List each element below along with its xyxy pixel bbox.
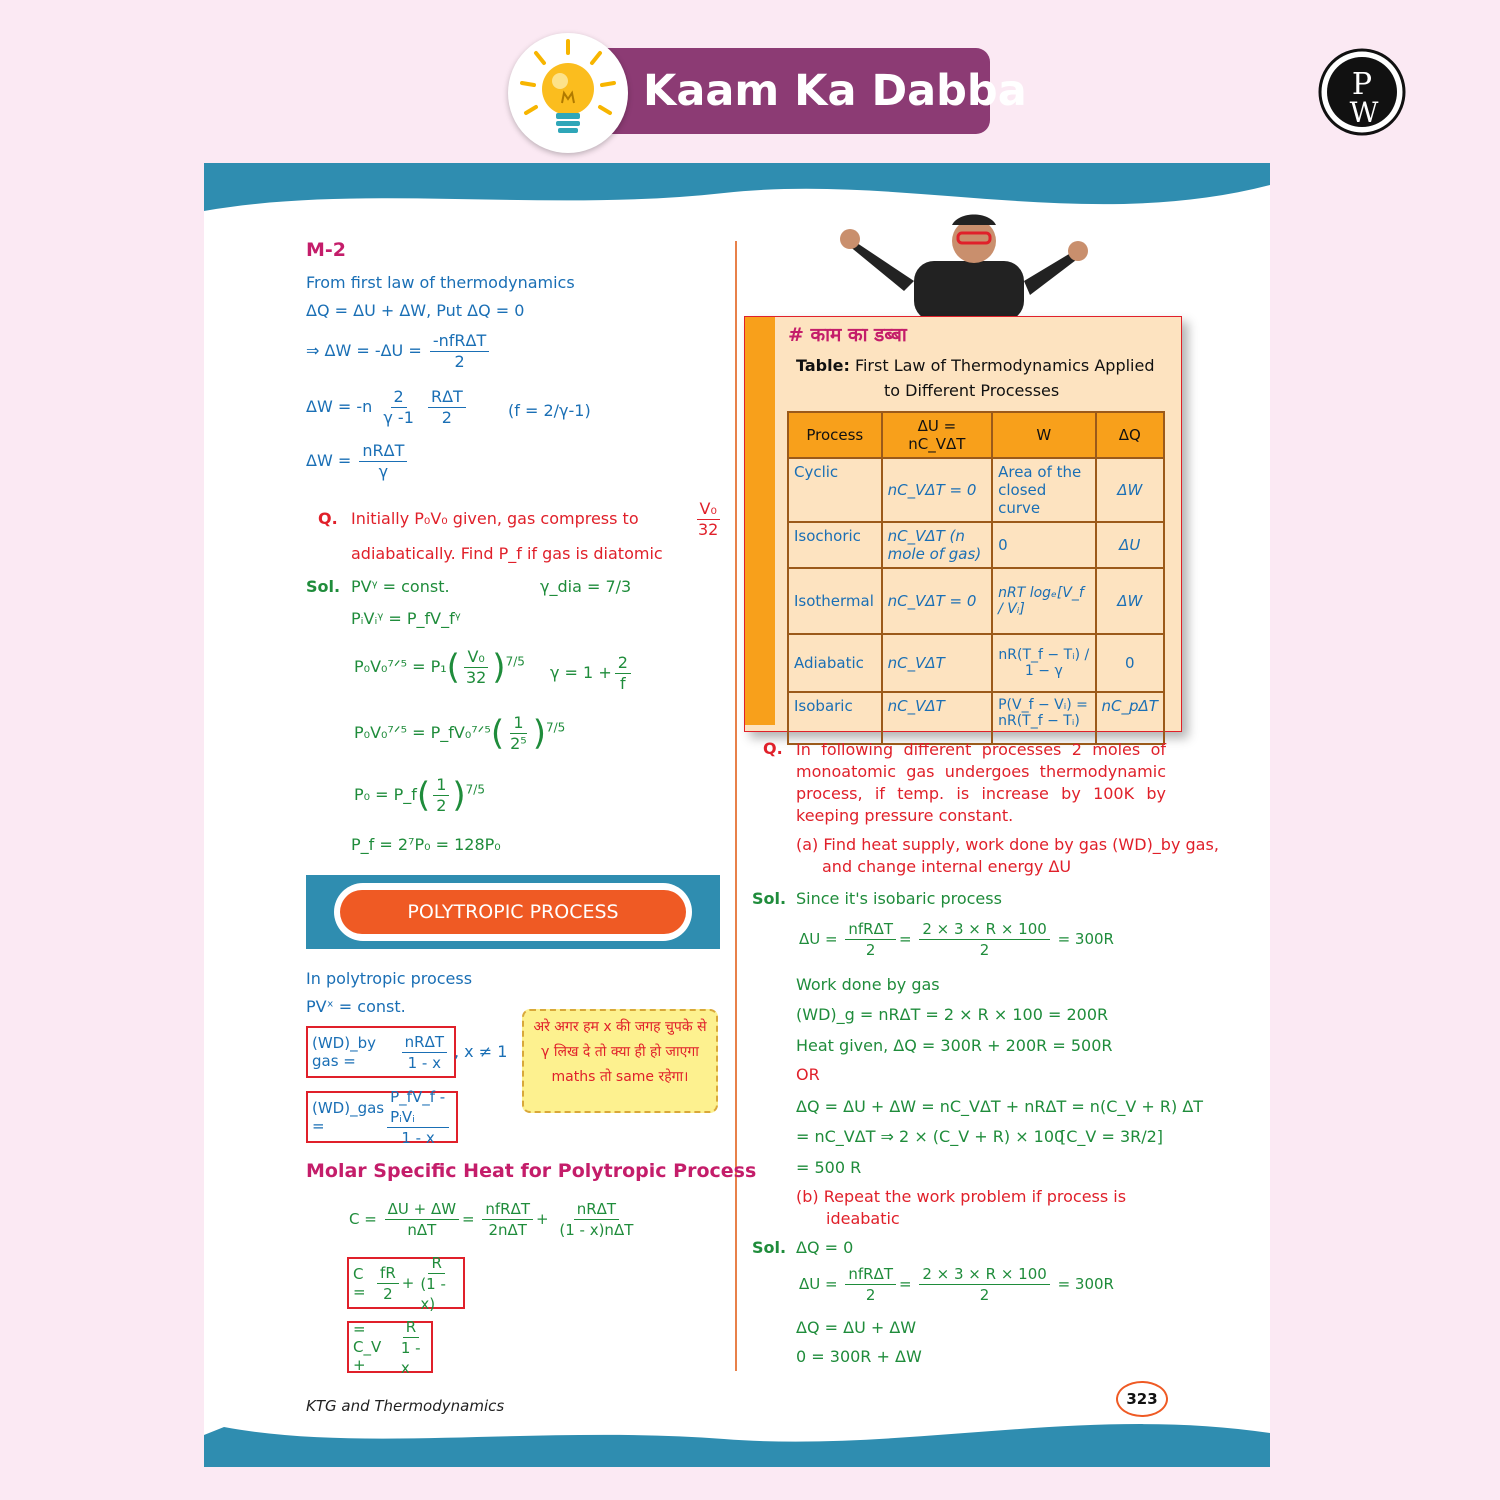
eq-f: (f = 2/γ-1) [508, 401, 591, 420]
table-caption-line1: Table: First Law of Thermodynamics Applied [796, 356, 1155, 375]
hindi-note: अरे अगर हम x की जगह चुपके से γ लिख दे तो क्या ही हो जाएगा maths तो same रहेगा। [522, 1009, 718, 1113]
cell: nRT logₑ[V_f / Vᵢ] [992, 568, 1095, 634]
cell: nC_VΔT (n mole of gas) [882, 522, 993, 568]
rs9: = 500 R [796, 1158, 862, 1177]
q-label-right: Q. [763, 739, 783, 758]
molar-eq3-box: = C_V + $\frac{R}{1 - x}$ [347, 1321, 433, 1373]
rt3: ΔQ = ΔU + ΔW [796, 1318, 917, 1337]
q-text2: adiabatically. Find P_f if gas is diatomic [351, 544, 663, 563]
cell: nC_VΔT [882, 692, 993, 744]
m2-heading: M-2 [306, 239, 347, 261]
sol-line4: P₀V₀⁷ᐟ⁵ = P_fV₀⁷ᐟ⁵( $\frac{1}{\text{2⁵}}$ )$^{7/5}$ [354, 713, 566, 754]
molar-eq1: C = $\frac{\Delta U + \Delta W}{\text{nΔT}}$ = $\frac{\text{nfRΔT}}{\text{2nΔT}}$ + $\frac{\text{nRΔT}}{\text{(1 - x)nΔT}}$ [349, 1200, 634, 1239]
cell: Area of the closed curve [992, 458, 1095, 522]
qb-line1: (b) Repeat the work problem if process is [796, 1187, 1127, 1206]
sol-label-left: Sol. [306, 577, 341, 596]
wd-gas-box: (WD)_gas = $\frac{\text{P\_fV\_f - PᵢVᵢ}}{1 - x}$ [306, 1091, 458, 1143]
pw-logo [1318, 48, 1406, 136]
sol-label-right: Sol. [752, 889, 787, 908]
cell: 0 [1096, 634, 1164, 692]
molar-heading: Molar Specific Heat for Polytropic Process [306, 1160, 757, 1182]
cell: Isobaric [788, 692, 882, 744]
rs6-or: OR [796, 1065, 820, 1084]
rt1: ΔQ = 0 [796, 1238, 854, 1257]
sol-gamma: γ_dia = 7/3 [540, 577, 632, 596]
sol-line6: P_f = 2⁷P₀ = 128P₀ [351, 835, 501, 854]
table-row [788, 692, 1164, 744]
table-caption-line2: to Different Processes [884, 381, 1060, 400]
th-w: W [992, 412, 1095, 458]
rt4: 0 = 300R + ΔW [796, 1347, 922, 1366]
teacher-photo [834, 211, 1094, 321]
table-header-row [788, 412, 1164, 458]
cell: nC_pΔT [1096, 692, 1164, 744]
poly-line1: In polytropic process [306, 969, 473, 988]
rt2: ΔU = $\frac{\text{nfRΔT}}{2}$ = $\frac{2 \times 3 \times R \times 100}{2}$ = 300R [799, 1265, 1114, 1304]
rs8: = nC_VΔT ⇒ 2 × (C_V + R) × 100 [796, 1127, 1065, 1146]
thermo-table [787, 411, 1165, 745]
wd-by-gas-box: (WD)_by gas = $\frac{\text{nRΔT}}{1 - x}$ [306, 1026, 456, 1078]
molar-eq2-box: C = $\frac{fR}{2}$ + $\frac{R}{(1 - x)}$ [347, 1257, 465, 1309]
th-du: ΔU = nC_VΔT [882, 412, 993, 458]
footer-chapter: KTG and Thermodynamics [306, 1397, 505, 1415]
svg-text:P: P [1351, 67, 1373, 102]
table-row [788, 634, 1164, 692]
cell: ΔW [1096, 568, 1164, 634]
bottom-wave [204, 1413, 1270, 1467]
eq-dw1: ⇒ ΔW = -ΔU = $\frac{\text{-nfRΔT}}{2}$ [306, 331, 492, 372]
rs8b: [C_V = 3R/2] [1060, 1127, 1164, 1146]
cell: Cyclic [788, 458, 882, 522]
table-row [788, 568, 1164, 634]
text-first-law: From first law of thermodynamics [306, 273, 575, 292]
box-title: # काम का डब्बा [788, 324, 907, 346]
eq-dw2: ΔW = -n $\frac{2}{\gamma -1}$ $\frac{\text{RΔT}}{2}$ [306, 387, 469, 428]
qa-line2: and change internal energy ΔU [822, 857, 1072, 876]
table-row [788, 522, 1164, 568]
cell: Adiabatic [788, 634, 882, 692]
table-row [788, 458, 1164, 522]
q-fraction: $\frac{\text{V₀}}{32}$ [698, 499, 719, 539]
q-label-left: Q. [318, 509, 338, 528]
cell: ΔU [1096, 522, 1164, 568]
rs7: ΔQ = ΔU + ΔW = nC_VΔT + nRΔT = n(C_V + R) ΔT [796, 1097, 1204, 1116]
rs1: Since it's isobaric process [796, 889, 1002, 908]
rs4: (WD)_g = nRΔT = 2 × R × 100 = 200R [796, 1005, 1109, 1024]
wd-condition: , x ≠ 1 [454, 1042, 508, 1061]
cell: nC_VΔT = 0 [882, 568, 993, 634]
poly-title: POLYTROPIC PROCESS [340, 890, 686, 934]
rs2: ΔU = $\frac{\text{nfRΔT}}{2}$ = $\frac{2 \times 3 \times R \times 100}{2}$ = 300R [799, 920, 1114, 959]
sol-line2: PᵢVᵢᵞ = P_fV_fᵞ [351, 609, 461, 628]
sol-line3: P₀V₀⁷ᐟ⁵ = P₁( $\frac{\text{V₀}}{32}$ )$^{7/5}$ [354, 647, 525, 688]
rs5: Heat given, ΔQ = 300R + 200R = 500R [796, 1036, 1113, 1055]
cell: nC_VΔT [882, 634, 993, 692]
eq-dq: ΔQ = ΔU + ΔW, Put ΔQ = 0 [306, 301, 525, 320]
lightbulb-icon [508, 33, 628, 153]
eq-dw3: ΔW = $\frac{\text{nRΔT}}{\gamma}$ [306, 441, 410, 482]
sol2-label: Sol. [752, 1238, 787, 1257]
qa-line1: (a) Find heat supply, work done by gas (WD)_by gas, [796, 835, 1219, 854]
box-side-strip [745, 317, 775, 725]
rs3: Work done by gas [796, 975, 940, 994]
cell: Isochoric [788, 522, 882, 568]
qb-line2: ideabatic [826, 1209, 900, 1228]
cell: 0 [992, 522, 1095, 568]
q-text-right: In following different processes 2 moles of monoatomic gas undergoes thermodynamic process, if temp. is increase by 100K by keeping pressure constant. [796, 740, 1166, 825]
cell: nR(T_f − Tᵢ) / 1 − γ [992, 634, 1095, 692]
poly-line2: PVˣ = const. [306, 997, 406, 1016]
sol-line5: P₀ = P_f( $\frac{1}{2}$ )$^{7/5}$ [354, 775, 485, 816]
header-title: Kaam Ka Dabba [643, 66, 1027, 116]
bulb-badge [508, 33, 628, 153]
page-sheet [204, 163, 1270, 1467]
cell: Isothermal [788, 568, 882, 634]
th-dq: ΔQ [1096, 412, 1164, 458]
th-process: Process [788, 412, 882, 458]
cell: P(V_f − Vᵢ) = nR(T_f − Tᵢ) [992, 692, 1095, 744]
sol-line1: PVᵞ = const. [351, 577, 450, 596]
cell: ΔW [1096, 458, 1164, 522]
svg-text:W: W [1349, 96, 1379, 129]
q-text1: Initially P₀V₀ given, gas compress to [351, 509, 639, 528]
page-number: 323 [1116, 1381, 1168, 1417]
sol-gamma-f: γ = 1 + $\frac{2}{f}$ [550, 653, 634, 694]
column-divider [735, 241, 737, 1371]
cell: nC_VΔT = 0 [882, 458, 993, 522]
top-wave [204, 163, 1270, 223]
